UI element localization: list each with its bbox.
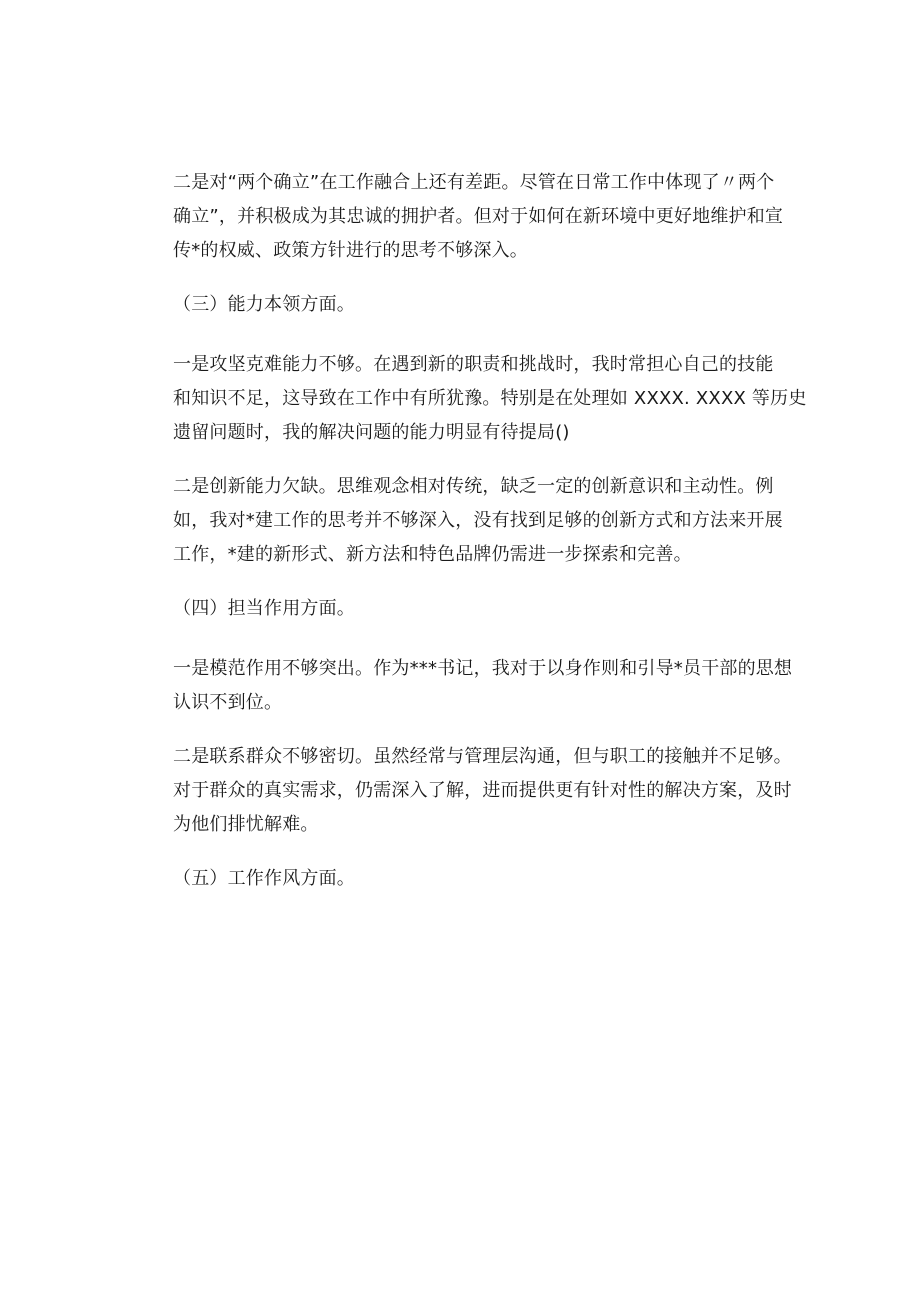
heading-text: （四）担当作用方面。 <box>173 598 355 619</box>
paragraph-line: 为他们排忧解难。 <box>173 814 319 835</box>
paragraph-role-model <box>173 652 793 720</box>
document-page <box>173 166 807 922</box>
paragraph-connection-with-masses <box>173 740 792 842</box>
section-heading-responsibility <box>173 592 773 626</box>
paragraph-line: 传*的权威、政策方针进行的思考不够深入。 <box>173 240 528 261</box>
section-heading-ability <box>173 288 773 322</box>
paragraph-innovation <box>173 470 783 572</box>
section-heading-work-style <box>173 862 773 896</box>
paragraph-line: 确立”，并积极成为其忠诚的拥护者。但对于如何在新环境中更好地维护和宣 <box>173 206 784 227</box>
heading-text: （三）能力本领方面。 <box>173 294 355 315</box>
paragraph-line: 工作，*建的新形式、新方法和特色品牌仍需进一步探索和完善。 <box>173 544 692 565</box>
paragraph-problem-solving <box>173 348 807 450</box>
paragraph-line: 一是攻坚克难能力不够。在遇到新的职责和挑战时，我时常担心自己的技能 <box>173 354 774 375</box>
paragraph-line: 遗留问题时，我的解决问题的能力明显有待提局() <box>173 422 570 443</box>
paragraph-line: 认识不到位。 <box>173 692 283 713</box>
paragraph-line: 二是创新能力欠缺。思维观念相对传统，缺乏一定的创新意识和主动性。例 <box>173 476 774 497</box>
paragraph-line: 对于群众的真实需求，仍需深入了解，进而提供更有针对性的解决方案，及时 <box>173 780 792 801</box>
paragraph-line: 如，我对*建工作的思考并不够深入，没有找到足够的创新方式和方法来开展 <box>173 510 783 531</box>
paragraph-line: 二是联系群众不够密切。虽然经常与管理层沟通，但与职工的接触并不足够。 <box>173 746 792 767</box>
heading-text: （五）工作作风方面。 <box>173 868 355 889</box>
paragraph-line: 二是对“两个确立”在工作融合上还有差距。尽管在日常工作中体现了〃两个 <box>173 172 775 193</box>
paragraph-line: 和知识不足，这导致在工作中有所犹豫。特别是在处理如 XXXX. XXXX 等历史 <box>173 388 807 409</box>
paragraph-two-establishments <box>173 166 784 268</box>
paragraph-line: 一是模范作用不够突出。作为***书记，我对于以身作则和引导*员干部的思想 <box>173 658 793 679</box>
